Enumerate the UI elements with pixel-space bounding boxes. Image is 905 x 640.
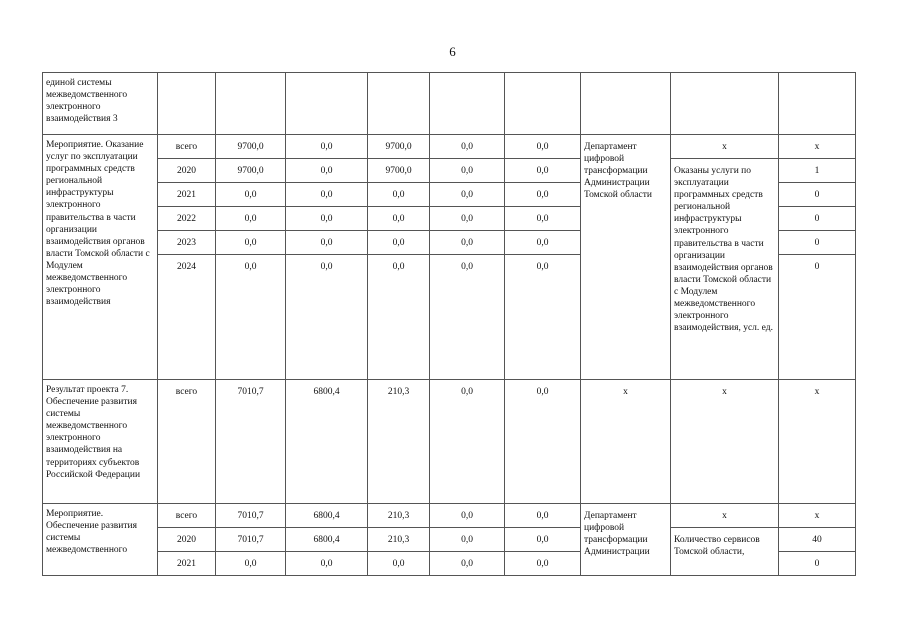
responsible-cell: х — [581, 380, 671, 504]
value-cell: 0,0 — [505, 255, 581, 380]
indicator-top-cell: х — [671, 504, 779, 528]
value-cell: 7010,7 — [216, 528, 286, 552]
value-cell: 0,0 — [286, 183, 368, 207]
table-row — [43, 380, 856, 504]
value-cell: 0,0 — [430, 183, 505, 207]
value-cell: 0,0 — [368, 552, 430, 576]
value-cell: 0,0 — [430, 552, 505, 576]
table-row — [43, 73, 856, 135]
value-cell: 0,0 — [216, 183, 286, 207]
table-row — [43, 504, 856, 528]
responsible-cell: Департамент цифровой трансформации Администрации Томской области — [581, 135, 671, 380]
value-cell: 0 — [779, 207, 856, 231]
value-cell: 0,0 — [216, 255, 286, 380]
value-cell: 0 — [779, 183, 856, 207]
value-cell: 0,0 — [286, 552, 368, 576]
value-cell: 0,0 — [505, 552, 581, 576]
year-cell: 2024 — [158, 255, 216, 380]
value-cell: 0,0 — [286, 135, 368, 159]
table-row — [43, 528, 856, 552]
value-cell: 0,0 — [286, 255, 368, 380]
value-cell: 9700,0 — [216, 135, 286, 159]
year-cell: всего — [158, 135, 216, 159]
value-cell: 0,0 — [505, 380, 581, 504]
value-cell: 0,0 — [216, 207, 286, 231]
value-cell: 40 — [779, 528, 856, 552]
value-cell: 0,0 — [368, 231, 430, 255]
value-cell: 0,0 — [430, 159, 505, 183]
value-cell: 9700,0 — [216, 159, 286, 183]
value-cell: 0 — [779, 552, 856, 576]
value-cell: х — [779, 504, 856, 528]
value-cell: 6800,4 — [286, 504, 368, 528]
table-row — [43, 159, 856, 183]
value-cell: 0,0 — [430, 380, 505, 504]
value-cell: 0,0 — [430, 231, 505, 255]
year-cell: 2021 — [158, 552, 216, 576]
value-cell: 0,0 — [430, 207, 505, 231]
year-cell: 2023 — [158, 231, 216, 255]
value-cell: 0,0 — [286, 159, 368, 183]
value-cell: 6800,4 — [286, 528, 368, 552]
year-cell: 2021 — [158, 183, 216, 207]
value-cell: 6800,4 — [286, 380, 368, 504]
year-cell: 2020 — [158, 528, 216, 552]
value-cell: 0,0 — [505, 207, 581, 231]
row-name: Мероприятие. Оказание услуг по эксплуатации программных средств региональной инфраструктуры электронного правительства в части организации взаимодействия органов власти Томской области с Модулем межведомственного электронного взаимодействия — [43, 135, 158, 380]
value-cell: 7010,7 — [216, 380, 286, 504]
value-cell: 0,0 — [368, 207, 430, 231]
indicator-top-cell: х — [671, 135, 779, 159]
value-cell: 0,0 — [286, 231, 368, 255]
responsible-cell: Департамент цифровой трансформации Администрации — [581, 504, 671, 576]
value-cell: 1 — [779, 159, 856, 183]
row-name: единой системы межведомственного электронного взаимодействия 3 — [43, 73, 158, 135]
value-cell: 0 — [779, 255, 856, 380]
indicator-cell: х — [671, 380, 779, 504]
value-cell: 7010,7 — [216, 504, 286, 528]
value-cell: 0,0 — [505, 183, 581, 207]
value-cell: 9700,0 — [368, 135, 430, 159]
value-cell: 0,0 — [216, 231, 286, 255]
indicator-cell: Оказаны услуги по эксплуатации программных средств региональной инфраструктуры электронного правительства в части организации взаимодействия органов власти Томской области с Модулем межведомственного электронного взаимодействия, усл. ед. — [671, 159, 779, 380]
row-name: Результат проекта 7. Обеспечение развития системы межведомственного электронного взаимодействия на территориях субъектов Российской Федерации — [43, 380, 158, 504]
value-cell: 0,0 — [216, 552, 286, 576]
value-cell: 210,3 — [368, 528, 430, 552]
value-cell: 0,0 — [368, 183, 430, 207]
value-cell: 0,0 — [505, 159, 581, 183]
value-cell: х — [779, 380, 856, 504]
value-cell: 0,0 — [505, 135, 581, 159]
value-cell: 210,3 — [368, 504, 430, 528]
indicator-cell: Количество сервисов Томской области, — [671, 528, 779, 576]
value-cell: 0,0 — [430, 504, 505, 528]
year-cell: всего — [158, 504, 216, 528]
row-name: Мероприятие. Обеспечение развития системы межведомственного — [43, 504, 158, 576]
value-cell: 0,0 — [430, 255, 505, 380]
value-cell: 0,0 — [505, 504, 581, 528]
value-cell: 0,0 — [368, 255, 430, 380]
value-cell: 0,0 — [505, 528, 581, 552]
value-cell: 9700,0 — [368, 159, 430, 183]
table-row — [43, 135, 856, 159]
value-cell: 0,0 — [505, 231, 581, 255]
year-cell: всего — [158, 380, 216, 504]
value-cell: 0,0 — [430, 135, 505, 159]
value-cell: 0 — [779, 231, 856, 255]
year-cell: 2020 — [158, 159, 216, 183]
value-cell: 210,3 — [368, 380, 430, 504]
value-cell: 0,0 — [430, 528, 505, 552]
value-cell: х — [779, 135, 856, 159]
program-table — [42, 72, 856, 576]
value-cell: 0,0 — [286, 207, 368, 231]
year-cell: 2022 — [158, 207, 216, 231]
page-number: 6 — [449, 44, 456, 59]
